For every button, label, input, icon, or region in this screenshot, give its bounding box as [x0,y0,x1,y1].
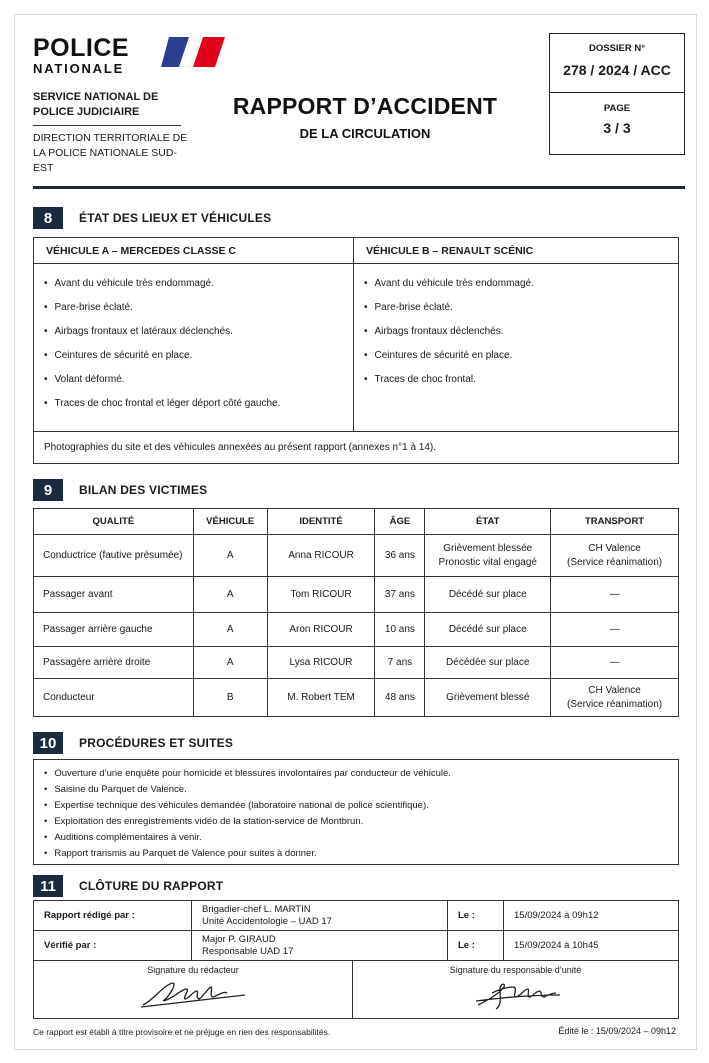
cell-etat: Grièvement blessé [425,679,551,717]
cell-transport [551,679,679,717]
list-item: • Ceintures de sécurité en place. [44,344,353,368]
report-title: RAPPORT D’ACCIDENT [232,93,498,119]
vehicle-b-heading: VÉHICULE B – RENAULT SCÉNIC [354,238,678,264]
direction-name: DIRECTION TERRITORIALE DE LA POLICE NATIONALE SUD-EST [33,132,188,174]
vehicle-a-heading: VÉHICULE A – MERCEDES CLASSE C [34,238,353,264]
verifie-name: Major P. GIRAUD [202,933,276,945]
logo-nationale-text: NATIONALE [33,61,125,76]
table-row [34,931,679,961]
handwritten-signature-icon [133,975,253,1011]
list-item: • Ceintures de sécurité en place. [364,344,678,368]
signature-redacteur [34,960,353,1018]
cell-identite: M. Robert TEM [267,679,375,717]
vehicle-b-column [354,238,678,431]
cell-age: 48 ans [375,679,425,717]
list-item: • Ouverture d’une enquête pour homicide et blessures involontaires par conducteur de véhicule. [44,766,678,782]
service-divider [33,125,181,126]
verifie-person [192,931,448,961]
redige-name: Brigadier-chef L. MARTIN [202,903,311,915]
column-header: VÉHICULE [193,509,267,535]
vehicle-a-list [34,264,353,416]
etat-line: Pronostic vital engagé [438,556,537,568]
list-item: • Rapport transmis au Parquet de Valence pour suites à donner. [44,846,678,862]
vehicle-b-list [354,264,678,392]
table-row [34,613,679,647]
redige-date: 15/09/2024 à 09h12 [504,901,679,931]
column-header: TRANSPORT [551,509,679,535]
le-label: Le : [448,931,504,961]
cell-vehicule: A [193,647,267,679]
cell-vehicule: A [193,613,267,647]
section-title: BILAN DES VICTIMES [79,483,208,497]
cell-qualite: Passagère arrière droite [34,647,194,679]
list-item: • Avant du véhicule très endommagé. [44,272,353,296]
table-row [34,647,679,679]
cell-age: 10 ans [375,613,425,647]
section-title: ÉTAT DES LIEUX ET VÉHICULES [79,211,272,225]
column-header: ÉTAT [425,509,551,535]
cell-identite: Lysa RICOUR [267,647,375,679]
procedures-box [33,759,679,865]
cell-identite: Tom RICOUR [267,577,375,613]
dossier-label: DOSSIER N° [588,43,646,54]
cell-age: 37 ans [375,577,425,613]
footer-edited-date: Édité le : 15/09/2024 – 09h12 [558,1026,676,1036]
list-item: • Pare-brise éclaté. [364,296,678,320]
section-9-header [33,479,207,501]
cell-vehicule: A [193,577,267,613]
section-number: 10 [33,732,63,754]
signature-responsable [353,960,678,1018]
etat-line: Grièvement blessée [443,542,533,554]
cell-etat: Décédé sur place [425,613,551,647]
report-page [14,14,697,1050]
list-item: • Volant déformé. [44,368,353,392]
list-item: • Pare-brise éclaté. [44,296,353,320]
verifie-label: Vérifié par : [34,931,192,961]
cell-transport [551,535,679,577]
section-number: 8 [33,207,63,229]
cell-qualite: Conducteur [34,679,194,717]
cell-transport: — [551,577,679,613]
handwritten-signature-icon [456,975,576,1011]
section-title: CLÔTURE DU RAPPORT [79,879,224,893]
page-number: 3 / 3 [603,120,631,136]
footer-disclaimer: Ce rapport est établi à titre provisoire et ne préjuge en rien des responsabilités. [33,1027,331,1037]
cell-identite: Aron RICOUR [267,613,375,647]
table-row [34,679,679,717]
column-header: IDENTITÉ [267,509,375,535]
list-item: • Avant du véhicule très endommagé. [364,272,678,296]
list-item: • Traces de choc frontal. [364,368,678,392]
cell-qualite: Passager arrière gauche [34,613,194,647]
cell-etat [425,535,551,577]
vehicles-state-box [33,237,679,464]
cell-identite: Anna RICOUR [267,535,375,577]
verifie-unit: Responsable UAD 17 [202,945,294,957]
signatures-box [33,960,679,1019]
cell-etat: Décédé sur place [425,577,551,613]
list-item: • Traces de choc frontal et léger déport côté gauche. [44,392,353,416]
transport-line: (Service réanimation) [567,698,663,710]
section-number: 9 [33,479,63,501]
transport-line: CH Valence [588,684,641,696]
column-header: ÂGE [375,509,425,535]
report-title-block [215,93,515,141]
redige-unit: Unité Accidentologie – UAD 17 [202,915,332,927]
redige-label: Rapport rédigé par : [34,901,192,931]
column-header: QUALITÉ [34,509,194,535]
procedures-list [34,760,678,862]
vehicle-a-column [34,238,354,431]
cell-transport: — [551,613,679,647]
service-name: SERVICE NATIONAL DE POLICE JUDICIAIRE [33,91,159,118]
logo-police-text: POLICE [33,34,130,62]
list-item: • Airbags frontaux et latéraux déclenchés. [44,320,353,344]
list-item: • Auditions complémentaires à venir. [44,830,678,846]
list-item: • Expertise technique des véhicules demandée (laboratoire national de police scientifique). [44,798,678,814]
cell-vehicule: A [193,535,267,577]
header-divider [33,186,685,189]
table-row [34,901,679,931]
redige-person [192,901,448,931]
victims-table [33,508,679,717]
transport-line: (Service réanimation) [567,556,663,568]
section-10-header [33,732,233,754]
list-item: • Exploitation des enregistrements vidéo de la station-service de Montbrun. [44,814,678,830]
cell-qualite: Conductrice (fautive présumée) [34,535,194,577]
cell-vehicule: B [193,679,267,717]
dossier-number: 278 / 2024 / ACC [563,62,671,78]
signature-label: Signature du responsable d’unité [449,965,582,975]
list-item: • Airbags frontaux déclenchés. [364,320,678,344]
dossier-box [549,33,685,155]
verifie-date: 15/09/2024 à 10h45 [504,931,679,961]
closure-table [33,900,679,961]
le-label: Le : [448,901,504,931]
section-8-header [33,207,271,229]
police-nationale-logo [33,34,130,76]
transport-line: CH Valence [588,542,641,554]
tricolor-flag-icon [161,37,225,67]
report-subtitle: DE LA CIRCULATION [299,126,431,141]
cell-transport: — [551,647,679,679]
section-11-header [33,875,223,897]
cell-qualite: Passager avant [34,577,194,613]
table-row [34,535,679,577]
table-row [34,577,679,613]
page-label: PAGE [603,103,631,114]
cell-etat: Décédée sur place [425,647,551,679]
cell-age: 36 ans [375,535,425,577]
table-header-row [34,509,679,535]
section-number: 11 [33,875,63,897]
photo-annex-note: Photographies du site et des véhicules annexées au présent rapport (annexes n°1 à 14). [34,431,678,463]
section-title: PROCÉDURES ET SUITES [79,736,234,750]
signature-label: Signature du rédacteur [147,965,239,975]
cell-age: 7 ans [375,647,425,679]
list-item: • Saisine du Parquet de Valence. [44,782,678,798]
